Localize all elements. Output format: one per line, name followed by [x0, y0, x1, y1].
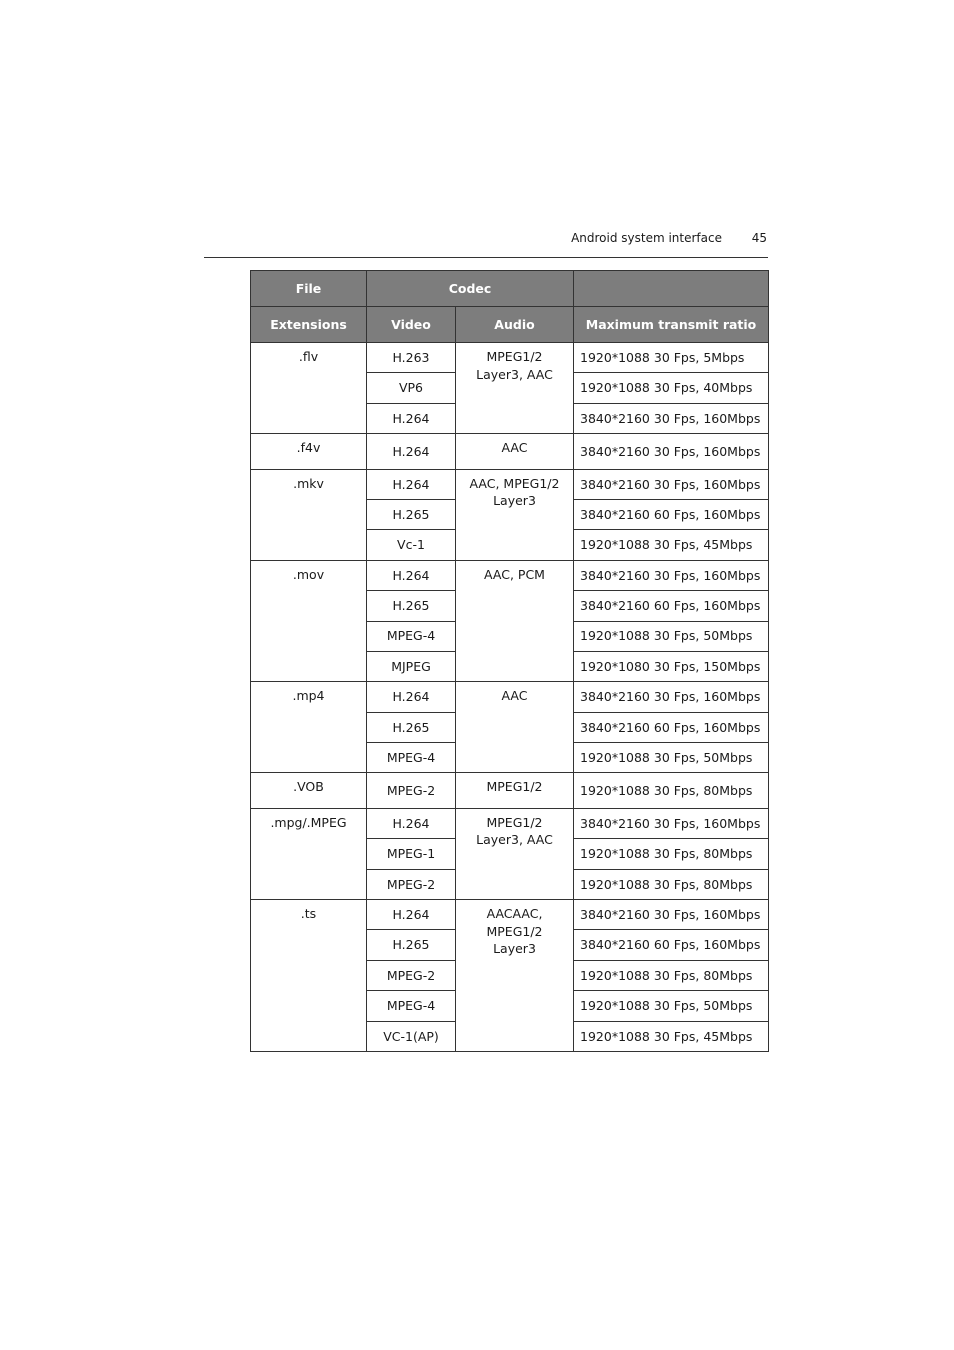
- transmit-ratio-cell: 3840*2160 60 Fps, 160Mbps: [574, 930, 769, 960]
- transmit-ratio-cell: 3840*2160 30 Fps, 160Mbps: [574, 469, 769, 499]
- header-row-1: [251, 271, 769, 307]
- audio-codec-cell: AAC, PCM: [456, 560, 574, 682]
- section-title: Android system interface: [571, 231, 722, 245]
- transmit-ratio-cell: 1920*1088 30 Fps, 40Mbps: [574, 373, 769, 403]
- transmit-ratio-cell: 1920*1088 30 Fps, 45Mbps: [574, 530, 769, 560]
- table-row: [251, 469, 769, 499]
- header-extensions: Extensions: [251, 307, 367, 343]
- extension-cell: .f4v: [251, 434, 367, 469]
- video-codec-cell: MPEG-4: [367, 621, 456, 651]
- codec-table: [250, 270, 769, 1052]
- header-audio: Audio: [456, 307, 574, 343]
- transmit-ratio-cell: 3840*2160 30 Fps, 160Mbps: [574, 434, 769, 469]
- table-row: [251, 808, 769, 838]
- video-codec-cell: H.265: [367, 499, 456, 529]
- video-codec-cell: MPEG-4: [367, 743, 456, 773]
- transmit-ratio-cell: 1920*1088 30 Fps, 50Mbps: [574, 991, 769, 1021]
- header-codec: Codec: [367, 271, 574, 307]
- extension-cell: .mov: [251, 560, 367, 682]
- video-codec-cell: MPEG-1: [367, 839, 456, 869]
- table-row: [251, 773, 769, 808]
- transmit-ratio-cell: 1920*1088 30 Fps, 80Mbps: [574, 869, 769, 899]
- transmit-ratio-cell: 1920*1088 30 Fps, 80Mbps: [574, 960, 769, 990]
- video-codec-cell: H.263: [367, 343, 456, 373]
- video-codec-cell: H.264: [367, 560, 456, 590]
- video-codec-cell: H.264: [367, 900, 456, 930]
- extension-cell: .mp4: [251, 682, 367, 773]
- transmit-ratio-cell: 3840*2160 30 Fps, 160Mbps: [574, 682, 769, 712]
- table-row: [251, 434, 769, 469]
- header-blank: [574, 271, 769, 307]
- video-codec-cell: MPEG-2: [367, 869, 456, 899]
- video-codec-cell: MPEG-2: [367, 960, 456, 990]
- audio-codec-cell: MPEG1/2: [456, 773, 574, 808]
- transmit-ratio-cell: 1920*1088 30 Fps, 80Mbps: [574, 839, 769, 869]
- header-row-2: [251, 307, 769, 343]
- transmit-ratio-cell: 1920*1088 30 Fps, 50Mbps: [574, 621, 769, 651]
- video-codec-cell: MPEG-4: [367, 991, 456, 1021]
- extension-cell: .flv: [251, 343, 367, 434]
- video-codec-cell: MPEG-2: [367, 773, 456, 808]
- audio-codec-cell: AACAAC, MPEG1/2 Layer3: [456, 900, 574, 1052]
- audio-codec-cell: AAC: [456, 434, 574, 469]
- transmit-ratio-cell: 1920*1080 30 Fps, 150Mbps: [574, 651, 769, 681]
- page-header: [204, 229, 768, 258]
- page-number: 45: [751, 231, 767, 245]
- video-codec-cell: VP6: [367, 373, 456, 403]
- video-codec-cell: MJPEG: [367, 651, 456, 681]
- audio-codec-cell: MPEG1/2 Layer3, AAC: [456, 808, 574, 899]
- table-row: [251, 343, 769, 373]
- transmit-ratio-cell: 3840*2160 60 Fps, 160Mbps: [574, 591, 769, 621]
- transmit-ratio-cell: 1920*1088 30 Fps, 50Mbps: [574, 743, 769, 773]
- video-codec-cell: VC-1(AP): [367, 1021, 456, 1051]
- audio-codec-cell: AAC: [456, 682, 574, 773]
- video-codec-cell: H.264: [367, 434, 456, 469]
- header-file: File: [251, 271, 367, 307]
- video-codec-cell: H.265: [367, 930, 456, 960]
- video-codec-cell: H.265: [367, 591, 456, 621]
- extension-cell: .mpg/.MPEG: [251, 808, 367, 899]
- video-codec-cell: H.264: [367, 682, 456, 712]
- audio-codec-cell: AAC, MPEG1/2 Layer3: [456, 469, 574, 560]
- transmit-ratio-cell: 3840*2160 60 Fps, 160Mbps: [574, 712, 769, 742]
- transmit-ratio-cell: 3840*2160 60 Fps, 160Mbps: [574, 499, 769, 529]
- table-body: [251, 343, 769, 1052]
- extension-cell: .mkv: [251, 469, 367, 560]
- video-codec-cell: H.265: [367, 712, 456, 742]
- transmit-ratio-cell: 3840*2160 30 Fps, 160Mbps: [574, 403, 769, 433]
- extension-cell: .ts: [251, 900, 367, 1052]
- transmit-ratio-cell: 1920*1088 30 Fps, 80Mbps: [574, 773, 769, 808]
- table-row: [251, 900, 769, 930]
- table-row: [251, 682, 769, 712]
- table-row: [251, 560, 769, 590]
- audio-codec-cell: MPEG1/2 Layer3, AAC: [456, 343, 574, 434]
- video-codec-cell: Vc-1: [367, 530, 456, 560]
- video-codec-cell: H.264: [367, 469, 456, 499]
- transmit-ratio-cell: 3840*2160 30 Fps, 160Mbps: [574, 560, 769, 590]
- header-video: Video: [367, 307, 456, 343]
- extension-cell: .VOB: [251, 773, 367, 808]
- transmit-ratio-cell: 3840*2160 30 Fps, 160Mbps: [574, 808, 769, 838]
- video-codec-cell: H.264: [367, 403, 456, 433]
- video-codec-cell: H.264: [367, 808, 456, 838]
- transmit-ratio-cell: 1920*1088 30 Fps, 45Mbps: [574, 1021, 769, 1051]
- header-ratio: Maximum transmit ratio: [574, 307, 769, 343]
- transmit-ratio-cell: 3840*2160 30 Fps, 160Mbps: [574, 900, 769, 930]
- transmit-ratio-cell: 1920*1088 30 Fps, 5Mbps: [574, 343, 769, 373]
